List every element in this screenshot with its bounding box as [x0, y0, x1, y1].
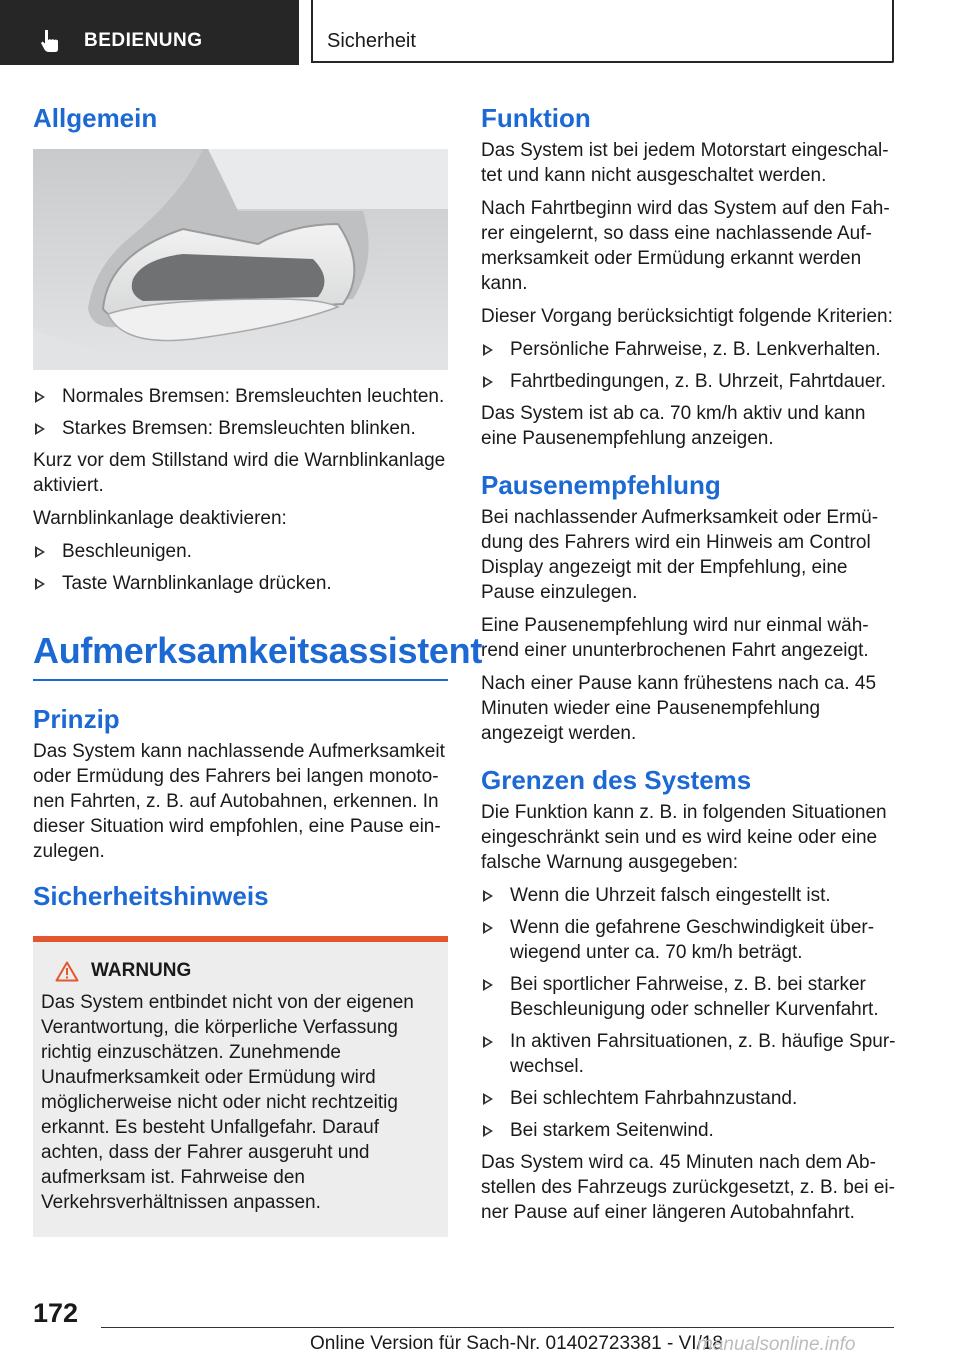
chapter-label: Sicherheit: [327, 30, 416, 52]
triangle-bullet-icon: [483, 376, 493, 388]
triangle-bullet-icon: [35, 546, 45, 558]
list-item: Beschleunigen.: [33, 539, 448, 564]
paragraph: Das System wird ca. 45 Minuten nach dem Abstellen des Fahrzeugs zurückgesetzt, z. B. bei einer Pause auf einer längeren Autobahnfahrt.: [481, 1152, 895, 1223]
triangle-bullet-icon: [483, 890, 493, 902]
online-version-note: Online Version für Sach-Nr. 01402723381 - VI/18: [310, 1333, 723, 1354]
chapter-heading: Aufmerksamkeitsassistent: [33, 630, 483, 671]
heading-allgemein: Allgemein: [33, 103, 158, 133]
triangle-bullet-icon: [483, 922, 493, 934]
heading-sicherheitshinweis: Sicherheitshinweis: [33, 881, 269, 911]
paragraph: Eine Pausenempfehlung wird nur einmal während einer ununterbrochenen Fahrt angezeigt.: [481, 615, 869, 661]
paragraph: Das System ist ab ca. 70 km/h aktiv und kann eine Pausenempfehlung anzeigen.: [481, 403, 866, 449]
watermark: manualsonline.info: [697, 1334, 856, 1355]
list-item: Wenn die gefahrene Geschwindigkeit überwiegend unter ca. 70 km/h beträgt.: [481, 915, 897, 965]
list-item: Persönliche Fahrweise, z. B. Lenkverhalten.: [481, 337, 897, 362]
list-item: Normales Bremsen: Bremsleuchten leuchten.: [33, 384, 448, 409]
warning-triangle-icon: [55, 961, 79, 982]
paragraph: Kurz vor dem Stillstand wird die Warnblinkanlage aktiviert.: [33, 450, 446, 496]
list-item: Wenn die Uhrzeit falsch eingestellt ist.: [481, 883, 897, 908]
triangle-bullet-icon: [483, 1036, 493, 1048]
footer-rule: [101, 1327, 894, 1328]
paragraph: Nach Fahrtbeginn wird das System auf den Fahrer eingelernt, so dass eine nachlassende Aufmerksamkeit oder Ermüdung erkannt werden kann.: [481, 198, 890, 294]
paragraph: Die Funktion kann z. B. in folgenden Situationen eingeschränkt sein und es wird keine oder eine falsche Warnung ausgegeben:: [481, 802, 887, 873]
limits-list: [481, 883, 897, 1143]
section-tab: [0, 0, 299, 65]
section-label: BEDIENUNG: [84, 30, 203, 51]
triangle-bullet-icon: [483, 1093, 493, 1105]
triangle-bullet-icon: [483, 1125, 493, 1137]
heading-grenzen: Grenzen des Systems: [481, 765, 752, 795]
right-column: [481, 98, 897, 1225]
chapter-tab: [311, 0, 894, 63]
heading-pausenempfehlung: Pausenempfehlung: [481, 470, 721, 500]
list-item: In aktiven Fahrsituationen, z. B. häufige Spurwechsel.: [481, 1029, 897, 1079]
page-number: 172: [33, 1298, 79, 1328]
paragraph: Das System kann nachlassende Aufmerksamkeit oder Ermüdung des Fahrers bei langen monotonen Fahrten, z. B. auf Autobahnen, erkennen. In dieser Situation wird empfohlen, eine Pause einzulegen.: [33, 741, 445, 862]
list-item: Bei sportlicher Fahrweise, z. B. bei starker Beschleunigung oder schneller Kurvenfahrt.: [481, 972, 897, 1022]
paragraph: Dieser Vorgang berücksichtigt folgende Kriterien:: [481, 306, 893, 327]
left-column: [33, 98, 483, 1237]
hand-pointer-icon: [38, 28, 64, 54]
triangle-bullet-icon: [35, 423, 45, 435]
paragraph: Warnblinkanlage deaktivieren:: [33, 508, 287, 529]
list-item: Taste Warnblinkanlage drücken.: [33, 571, 448, 596]
brake-list: [33, 384, 448, 441]
warning-box: [33, 936, 448, 1237]
list-item: Bei schlechtem Fahrbahnzustand.: [481, 1086, 897, 1111]
deactivate-list: [33, 539, 448, 596]
list-item: Starkes Bremsen: Bremsleuchten blinken.: [33, 416, 448, 441]
triangle-bullet-icon: [35, 391, 45, 403]
warning-title: WARNUNG: [55, 960, 440, 982]
warning-text: Das System entbindet nicht von der eigenen Verantwortung, die körperliche Verfassung richtig einzuschätzen. Zunehmende Unaufmerksamkeit oder Ermüdung wird möglicherweise nicht oder nicht rechtzeitig erkannt. Es besteht Unfallgefahr. Darauf achten, dass der Fahrer ausgeruht und aufmerksam ist. Fahrweise den Verkehrsverhältnissen anpassen.: [41, 992, 414, 1213]
paragraph: Bei nachlassender Aufmerksamkeit oder Ermüdung des Fahrers wird ein Hinweis am Control Display angezeigt mit der Empfehlung, eine Pause einzulegen.: [481, 507, 879, 603]
heading-prinzip: Prinzip: [33, 704, 120, 734]
list-item: Fahrtbedingungen, z. B. Uhrzeit, Fahrtdauer.: [481, 369, 897, 394]
triangle-bullet-icon: [35, 578, 45, 590]
paragraph: Das System ist bei jedem Motorstart eingeschaltet und kann nicht ausgeschaltet werden.: [481, 140, 889, 186]
tail-light-illustration: [33, 149, 448, 370]
list-item: Bei starkem Seitenwind.: [481, 1118, 897, 1143]
triangle-bullet-icon: [483, 979, 493, 991]
paragraph: Nach einer Pause kann frühestens nach ca. 45 Minuten wieder eine Pausenempfehlung angezeigt werden.: [481, 673, 877, 744]
heading-funktion: Funktion: [481, 103, 591, 133]
triangle-bullet-icon: [483, 344, 493, 356]
criteria-list: [481, 337, 897, 394]
